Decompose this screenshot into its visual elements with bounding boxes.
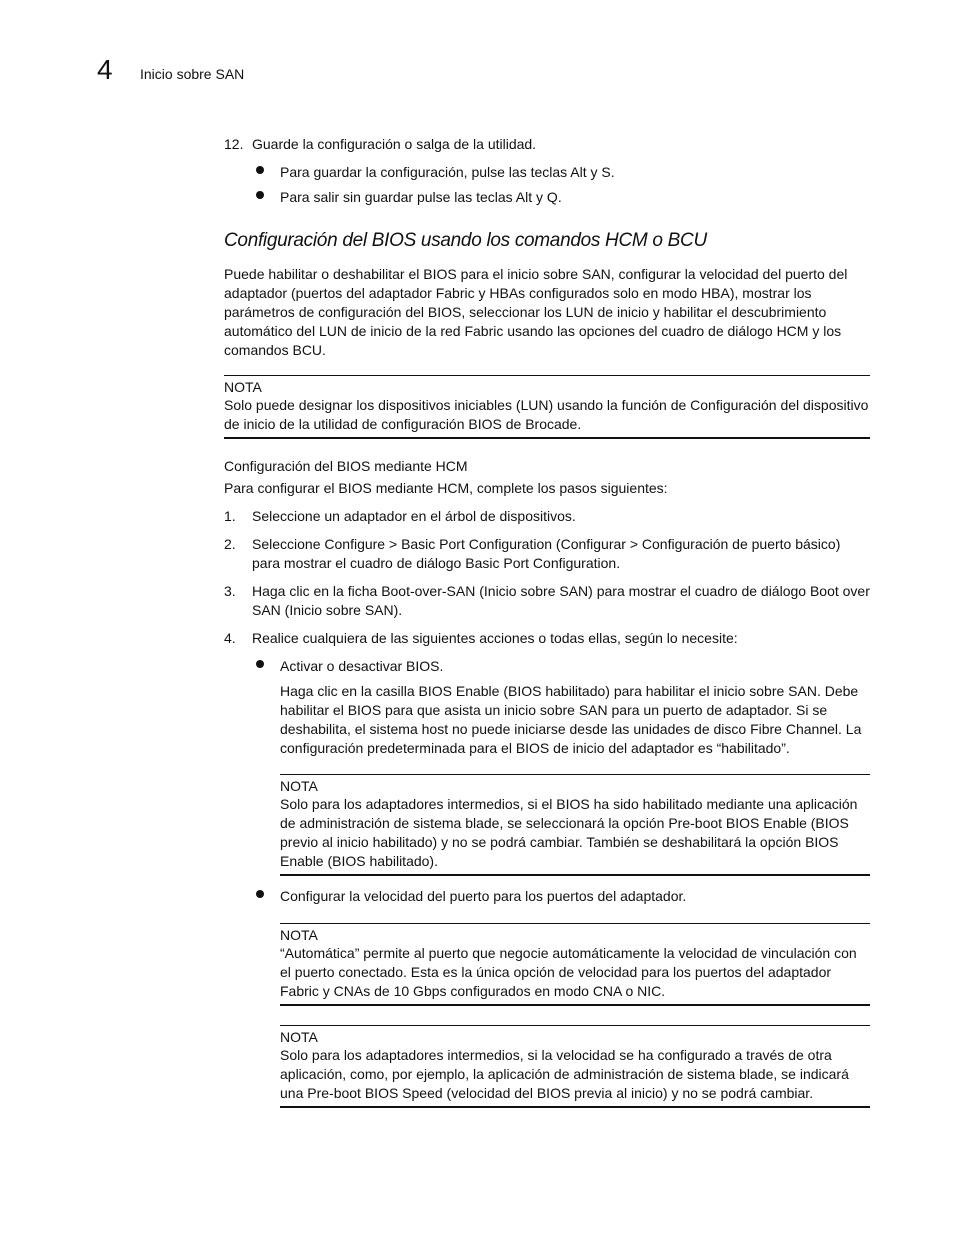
step-number: 4. (224, 630, 236, 646)
step-number: 1. (224, 508, 236, 524)
step-12-text: Guarde la configuración o salga de la utilidad. (252, 136, 537, 152)
bullet-dot (256, 166, 264, 174)
bullet-dot (256, 890, 264, 898)
subsection-heading: Configuración del BIOS mediante HCM (224, 458, 468, 474)
note-box (280, 923, 870, 1006)
bullet-dot (256, 191, 264, 199)
note-text: Solo para los adaptadores intermedios, si el BIOS ha sido habilitado mediante una aplicación de administración de sistema blade, se seleccionará la opción Pre-boot BIOS Enable (BIOS previo al inicio habilitado) y no se podrá cambiar. También se deshabilitará la opción BIOS Enable (BIOS habilitado). (280, 796, 858, 869)
step-number: 2. (224, 536, 236, 552)
step-text: Realice cualquiera de las siguientes acciones o todas ellas, según lo necesite: (252, 630, 738, 646)
step-text: Haga clic en la ficha Boot-over-SAN (Inicio sobre SAN) para mostrar el cuadro de diálogo Boot over SAN (Inicio sobre SAN). (252, 583, 870, 618)
bios-bullet-text: Haga clic en la casilla BIOS Enable (BIOS habilitado) para habilitar el inicio sobre SAN. Debe habilitar el BIOS para que asista un inicio sobre SAN para un puerto de adaptador. Si se deshabilita, el sistema host no puede iniciarse desde las unidades de disco Fibre Channel. La configuración predeterminada para el BIOS de inicio del adaptador es “habilitado”. (280, 683, 862, 756)
step-12-number: 12. (224, 136, 244, 152)
note-label: NOTA (280, 1029, 318, 1045)
exit-instruction: Para salir sin guardar pulse las teclas Alt y Q. (280, 189, 562, 205)
note-text: Solo puede designar los dispositivos iniciables (LUN) usando la función de Configuración del dispositivo de inicio de la utilidad de configuración BIOS de Brocade. (224, 397, 869, 432)
note-label: NOTA (280, 778, 318, 794)
note-box (280, 1025, 870, 1108)
note-text: Solo para los adaptadores intermedios, si la velocidad se ha configurado a través de otra aplicación, como, por ejemplo, la aplicación de administración de sistema blade, se indicará una Pre-boot BIOS Speed (velocidad del BIOS previa al inicio) y no se podrá cambiar. (280, 1047, 849, 1101)
section-intro: Puede habilitar o deshabilitar el BIOS para el inicio sobre SAN, configurar la velocidad del puerto del adaptador (puertos del adaptador Fabric y HBAs configurados solo en modo HBA), mostrar los parámetros de configuración del BIOS, seleccionar los LUN de inicio y habilitar el descubrimiento automático del LUN de inicio de la red Fabric usando las opciones del cuadro de diálogo HCM y los comandos BCU. (224, 266, 848, 358)
step-number: 3. (224, 583, 236, 599)
chapter-title: Inicio sobre SAN (140, 66, 245, 82)
note-box (280, 774, 870, 876)
section-heading: Configuración del BIOS usando los comandos HCM o BCU (224, 230, 707, 251)
bios-bullet-title: Activar o desactivar BIOS. (280, 658, 444, 674)
note-label: NOTA (224, 379, 262, 395)
speed-bullet-title: Configurar la velocidad del puerto para los puertos del adaptador. (280, 888, 687, 904)
subsection-intro: Para configurar el BIOS mediante HCM, complete los pasos siguientes: (224, 480, 668, 496)
save-instruction: Para guardar la configuración, pulse las teclas Alt y S. (280, 164, 615, 180)
note-label: NOTA (280, 927, 318, 943)
note-box (224, 375, 870, 439)
note-text: “Automática” permite al puerto que negocie automáticamente la velocidad de vinculación con el puerto conectado. Esta es la única opción de velocidad para los puertos del adaptador Fabric y CNAs de 10 Gbps configurados en modo CNA o NIC. (280, 945, 857, 999)
step-text: Seleccione un adaptador en el árbol de dispositivos. (252, 508, 576, 524)
step-text: Seleccione Configure > Basic Port Configuration (Configurar > Configuración de puerto básico) para mostrar el cuadro de diálogo Basic Port Configuration. (252, 536, 841, 571)
bullet-dot (256, 660, 264, 668)
chapter-number: 4 (97, 54, 113, 85)
